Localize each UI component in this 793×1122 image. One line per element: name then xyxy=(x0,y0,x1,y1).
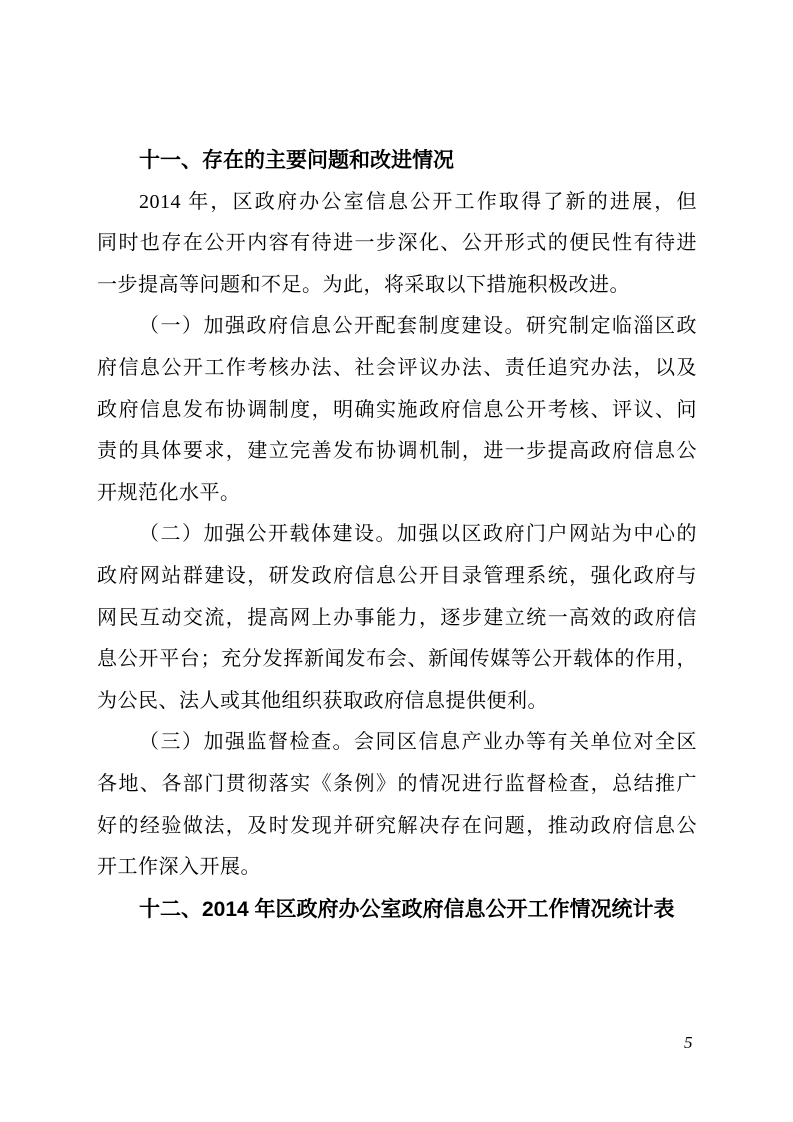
text-line: 一步提高等问题和不足。为此，将采取以下措施积极改进。 xyxy=(97,273,630,296)
text-line: 责的具体要求，建立完善发布协调机制，进一步提高政府信息公 xyxy=(97,440,697,463)
text-line: （三）加强监督检查。会同区信息产业办等有关单位对全区 xyxy=(139,731,697,754)
text-line: 政府信息发布协调制度，明确实施政府信息公开考核、评议、问 xyxy=(97,398,697,421)
text-line: （二）加强公开载体建设。加强以区政府门户网站为中心的 xyxy=(139,523,697,546)
text-line: 政府网站群建设，研发政府信息公开目录管理系统，强化政府与 xyxy=(97,564,697,587)
text-line: 为公民、法人或其他组织获取政府信息提供便利。 xyxy=(97,689,548,712)
text-line: 各地、各部门贯彻落实《条例》的情况进行监督检查，总结推广 xyxy=(97,772,697,795)
paragraph-measure-2 xyxy=(97,514,697,722)
text-line: 开规范化水平。 xyxy=(97,481,241,504)
text-line: 府信息公开工作考核办法、社会评议办法、责任追究办法，以及 xyxy=(97,356,697,379)
content-area xyxy=(97,140,697,930)
text-line: 好的经验做法，及时发现并研究解决存在问题，推动政府信息公 xyxy=(97,814,697,837)
section-heading-xii: 十二、2014 年区政府办公室政府信息公开工作情况统计表 xyxy=(139,897,675,921)
text-line: 2014 年，区政府办公室信息公开工作取得了新的进展，但 xyxy=(139,190,697,213)
text-line: 同时也存在公开内容有待进一步深化、公开形式的便民性有待进 xyxy=(97,232,697,255)
paragraph-measure-1 xyxy=(97,306,697,514)
paragraph-intro xyxy=(97,182,697,307)
section-heading-xi: 十一、存在的主要问题和改进情况 xyxy=(139,149,454,172)
text-line: 开工作深入开展。 xyxy=(97,856,261,879)
page-number: 5 xyxy=(684,1033,693,1052)
text-line: 息公开平台；充分发挥新闻发布会、新闻传媒等公开载体的作用， xyxy=(97,648,697,671)
paragraph-measure-3 xyxy=(97,722,697,888)
text-line: 网民互动交流，提高网上办事能力，逐步建立统一高效的政府信 xyxy=(97,606,697,629)
text-line: （一）加强政府信息公开配套制度建设。研究制定临淄区政 xyxy=(139,315,697,338)
